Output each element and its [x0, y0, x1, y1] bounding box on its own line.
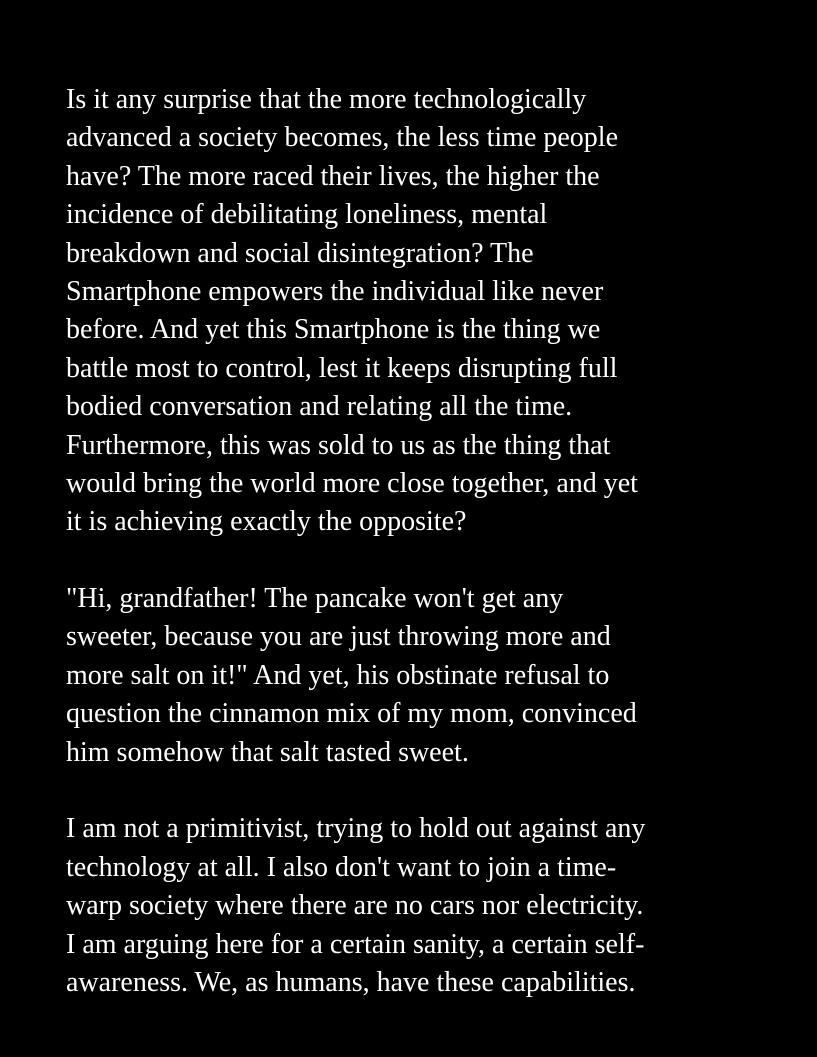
text-line: more salt on it!" And yet, his obstinate refusal to	[66, 659, 610, 691]
text-line: question the cinnamon mix of my mom, convinced	[66, 698, 637, 730]
text-line: breakdown and social disintegration? The	[66, 237, 534, 269]
paragraph-spacer	[66, 542, 806, 580]
text-line: would bring the world more close together, and yet	[66, 467, 638, 499]
text-line: it is achieving exactly the opposite?	[66, 506, 467, 538]
text-line: awareness. We, as humans, have these capabilities.	[66, 966, 636, 998]
text-line: Furthermore, this was sold to us as the thing that	[66, 429, 611, 461]
text-line: I am arguing here for a certain sanity, a certain self-	[66, 928, 645, 960]
text-line: before. And yet this Smartphone is the thing we	[66, 314, 601, 346]
text-line: incidence of debilitating loneliness, mental	[66, 199, 548, 231]
text-line: him somehow that salt tasted sweet.	[66, 736, 469, 768]
text-line: bodied conversation and relating all the time.	[66, 391, 573, 423]
text-line: technology at all. I also don't want to join a time-	[66, 851, 617, 883]
paragraph-spacer	[66, 772, 806, 810]
text-line: Smartphone empowers the individual like never	[66, 275, 604, 307]
text-line: have? The more raced their lives, the higher the	[66, 160, 600, 192]
paragraph-grandfather	[66, 580, 806, 772]
text-line: advanced a society becomes, the less time people	[66, 122, 619, 154]
text-line: sweeter, because you are just throwing more and	[66, 621, 611, 653]
text-line: battle most to control, lest it keeps disrupting full	[66, 352, 618, 384]
paragraph-technology	[66, 81, 806, 542]
text-line: warp society where there are no cars nor electricity.	[66, 890, 644, 922]
text-line: "Hi, grandfather! The pancake won't get any	[66, 583, 564, 615]
text-line: Is it any surprise that the more technologically	[66, 84, 587, 115]
paragraph-primitivist	[66, 810, 806, 1002]
text-line: I am not a primitivist, trying to hold out against any	[66, 813, 646, 845]
document-body	[66, 81, 806, 1002]
